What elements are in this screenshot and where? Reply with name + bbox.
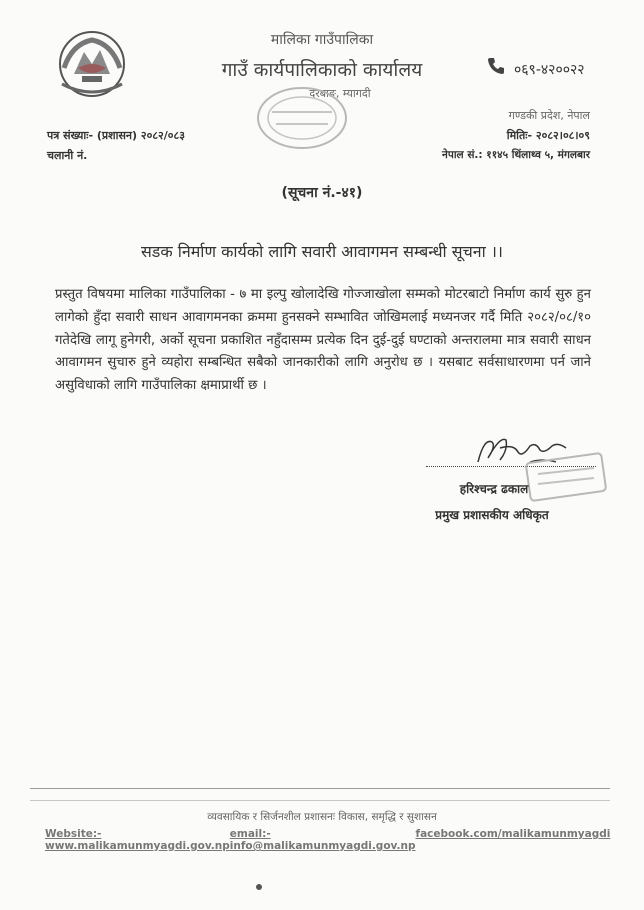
phone-number: ०६९-४२००२२ [514,62,585,78]
nepal-sambat-date: नेपाल सं.: ११४५ थिंलाथ्व ५, मंगलबार [442,149,590,161]
footer-divider-thin [30,800,610,801]
province: गण्डकी प्रदेश, नेपाल [508,109,590,122]
footer-links [45,828,611,852]
facebook-link[interactable]: facebook.com/malikamunmyagdi [415,828,611,840]
letter-date: मितिः- २०८२।०८।०९ [506,129,590,142]
notice-number: (सूचना नं.-४१) [281,185,363,201]
email-link[interactable]: email:-info@malikamunmyagdi.gov.np [229,828,416,852]
office-location: दरबाङ, म्यागदी [309,87,371,100]
dispatch-number: चलानी नं. [47,149,88,162]
office-stamp [252,82,352,154]
scan-mark [256,884,262,890]
signer-name: हरिश्चन्द्र ढकाल [459,482,529,496]
signer-title: प्रमुख प्रशासकीय अधिकृत [435,508,549,522]
notice-body: प्रस्तुत विषयमा मालिका गाउँपालिका - ७ मा इल्पु खोलादेखि गोज्जाखोला सम्मको मोटरबाटो निर्माण कार्य सुरु हुन लागेको हुँदा सवारी साधन आवागमनका क्रममा हुनसक्ने सम्भावित जोखिमलाई मध्यनजर गर्दै मिति २०८२/०८/१० गतेदेखि लागू हुनेगरी, अर्को सूचना प्रकाशित नहुँदासम्म प्रत्येक दिन दुई-दुई घण्टाको अन्तरालमा मात्र सवारी साधन आवागमन सुचारु हुने व्यहोरा सम्बन्धित सबैको जानकारीको लागि अनुरोध छ । यसबाट सर्वसाधारणमा पर्न जाने असुविधाको लागि गाउँपालिका क्षमाप्रार्थी छ । [55,287,591,394]
notice-subject: सडक निर्माण कार्यको लागि सवारी आवागमन सम्बन्धी सूचना ।। [140,242,504,261]
footer-divider [30,788,610,789]
letter-number: पत्र संख्याः- (प्रशासन) २०८२/०८३ [47,129,185,142]
municipality-name: मालिका गाउँपालिका [270,32,374,48]
footer-slogan: व्यवसायिक र सिर्जनशील प्रशासनः विकास, समृद्धि र सुशासन [207,811,437,823]
office-name: गाउँ कार्यपालिकाको कार्यालय [221,59,423,81]
phone-icon [486,56,506,76]
website-link[interactable]: Website:-www.malikamunmyagdi.gov.np [45,828,230,852]
